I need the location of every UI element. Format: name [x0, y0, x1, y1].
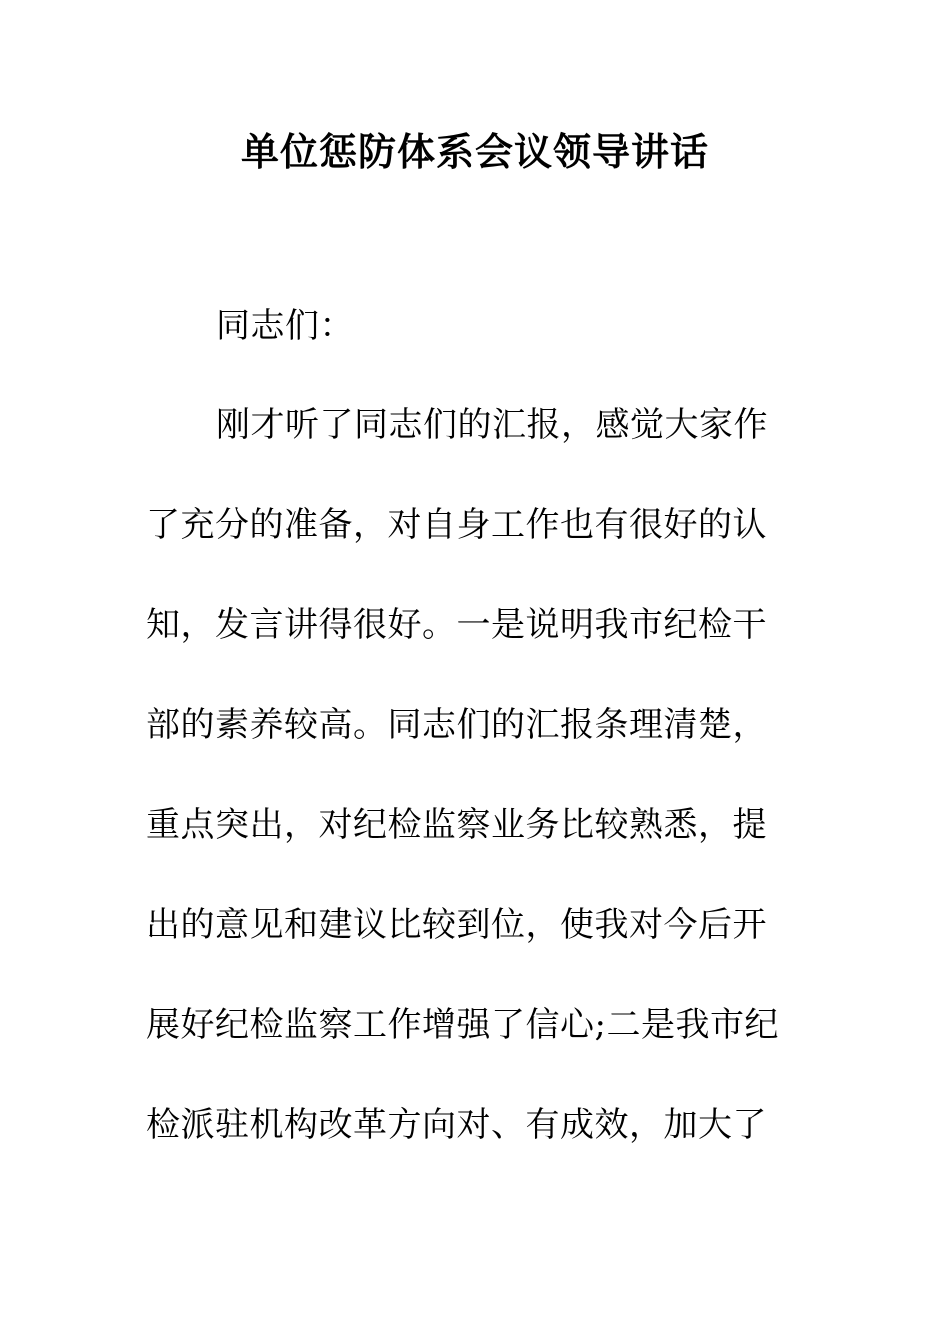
paragraph-line: 检派驻机构改革方向对、有成效，加大了 [146, 1105, 767, 1145]
salutation: 同志们： [216, 306, 354, 346]
paragraph-line: 知，发言讲得很好。一是说明我市纪检干 [146, 605, 767, 645]
paragraph-line: 了充分的准备，对自身工作也有很好的认 [146, 505, 767, 545]
document-title: 单位惩防体系会议领导讲话 [240, 129, 709, 174]
paragraph-line: 刚才听了同志们的汇报，感觉大家作 [216, 405, 768, 445]
paragraph-line: 展好纪检监察工作增强了信心;二是我市纪 [146, 1005, 779, 1045]
paragraph-line: 出的意见和建议比较到位，使我对今后开 [146, 905, 767, 945]
paragraph-line: 重点突出，对纪检监察业务比较熟悉，提 [146, 805, 767, 845]
paragraph-line: 部的素养较高。同志们的汇报条理清楚， [146, 705, 767, 745]
